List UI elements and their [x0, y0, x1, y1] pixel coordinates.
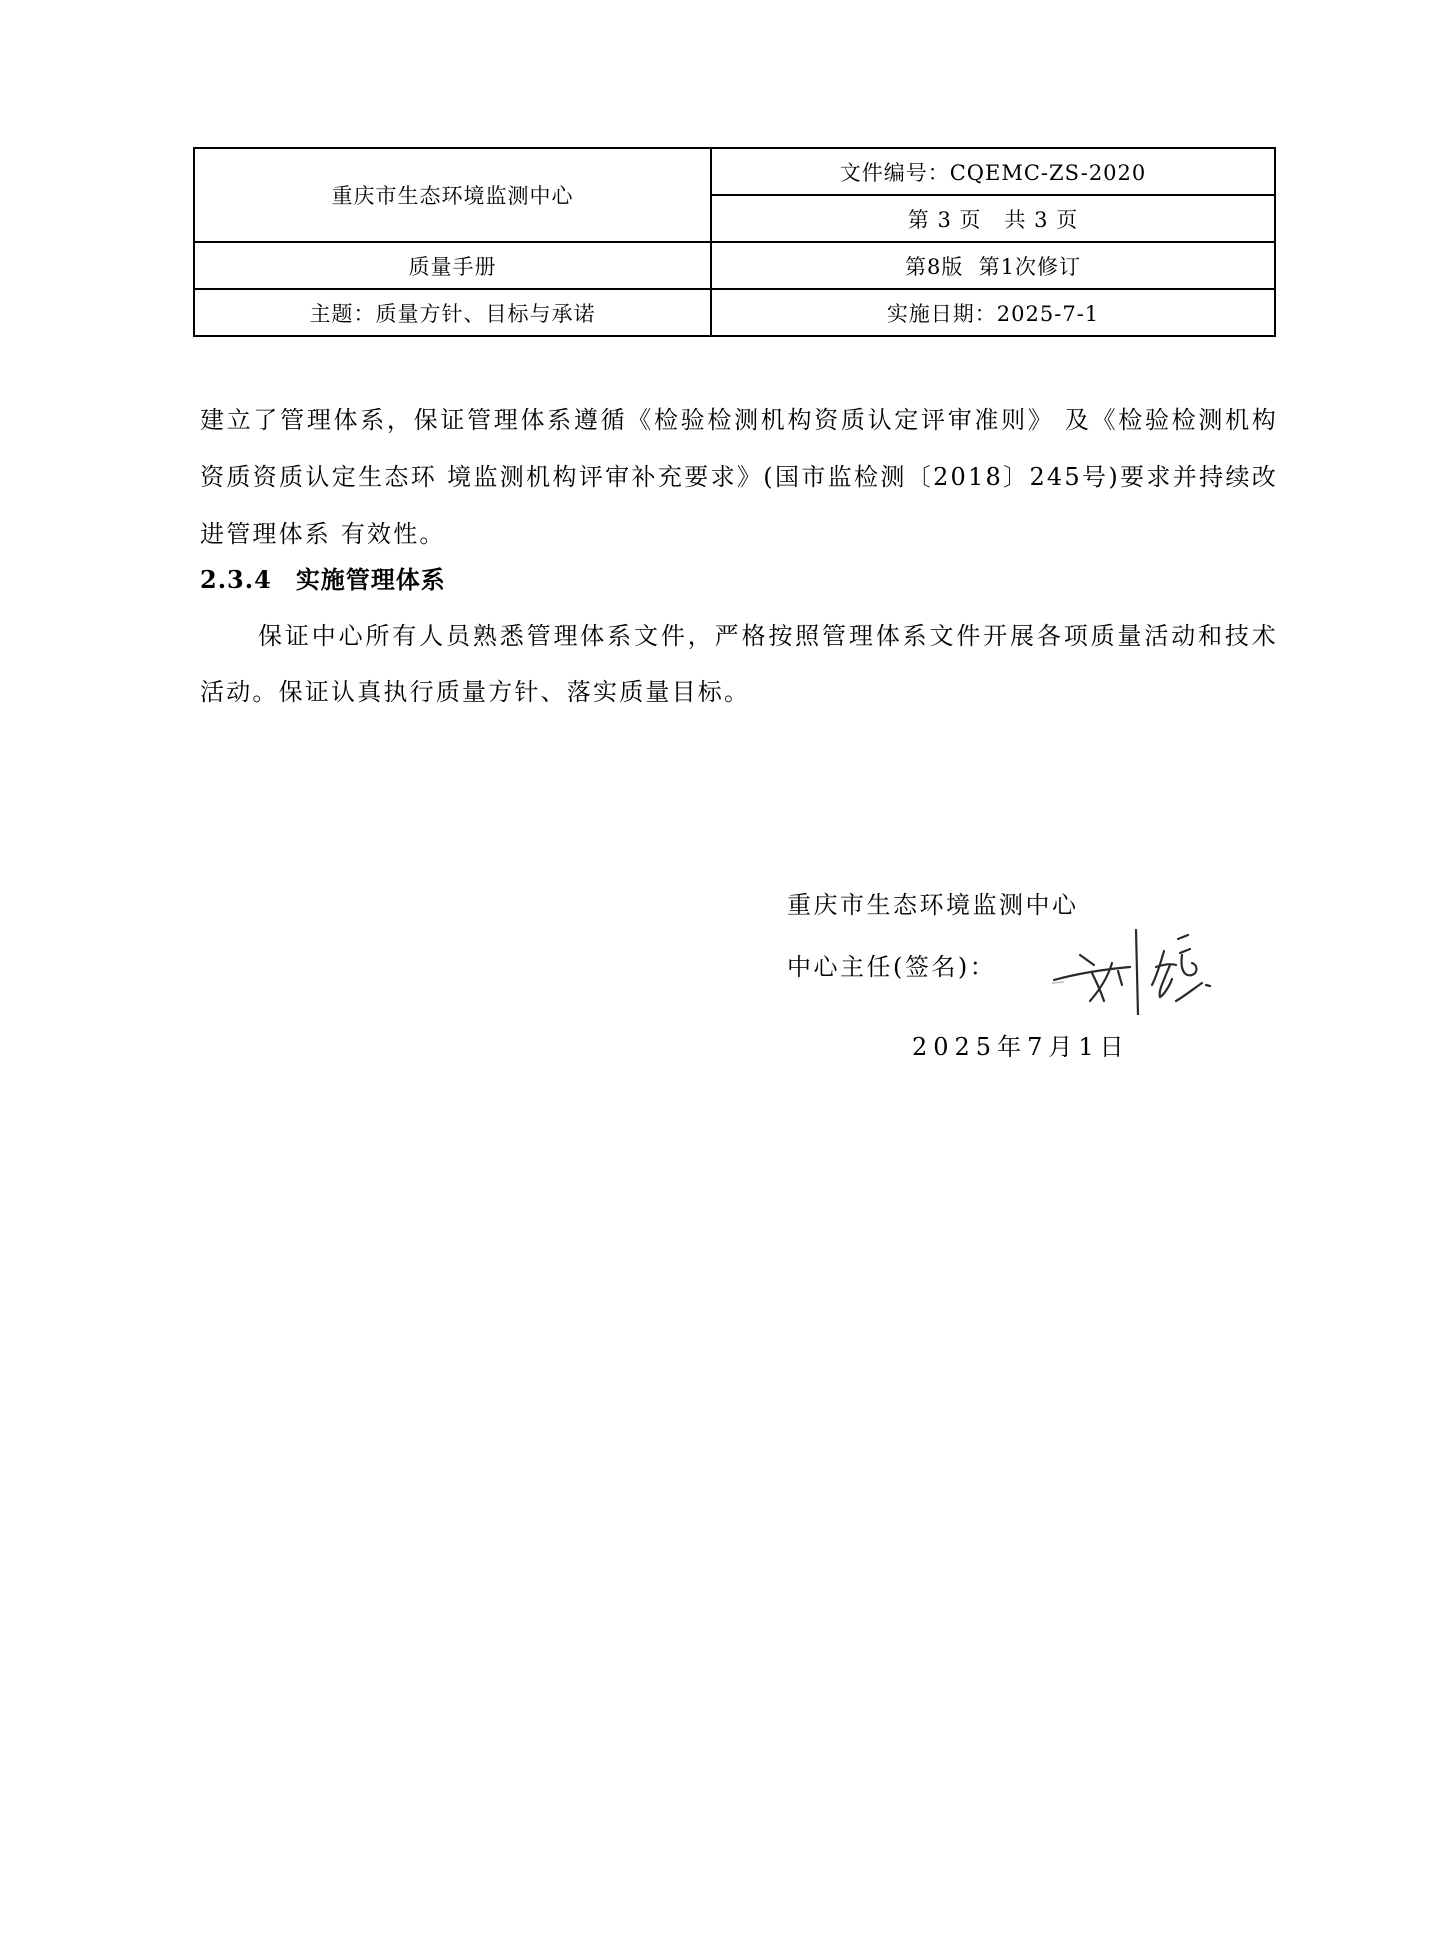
signature-organization: 重庆市生态环境监测中心 — [787, 891, 1079, 919]
header-subject: 主题：质量方针、目标与承诺 — [194, 289, 711, 336]
header-document-number: 文件编号：CQEMC-ZS-2020 — [711, 148, 1275, 195]
paragraph-implementation: 保证中心所有人员熟悉管理体系文件，严格按照管理体系文件开展各项质量活动和技术活动。保证认真执行质量方针、落实质量目标。 — [200, 622, 1278, 706]
paragraph-management-system: 建立了管理体系，保证管理体系遵循《检验检测机构资质认定评审准则》 及《检验检测机构资质资质认定生态环 境监测机构评审补充要求》(国市监检测〔2018〕245号)要求并持续改进管理体系 有效性。 — [200, 406, 1278, 548]
document-header-table — [193, 147, 1276, 337]
section-heading — [200, 560, 446, 595]
header-manual-name: 质量手册 — [194, 242, 711, 289]
header-effective-date: 实施日期：2025-7-1 — [711, 289, 1275, 336]
header-organization: 重庆市生态环境监测中心 — [194, 148, 711, 242]
header-page-info: 第 3 页 共 3 页 — [711, 195, 1275, 242]
header-edition: 第8版 第1次修订 — [711, 242, 1275, 289]
section-number: 2.3.4 — [200, 565, 272, 594]
director-signature-label: 中心主任(签名)： — [787, 953, 997, 981]
handwritten-signature-icon — [1052, 925, 1222, 1015]
section-title: 实施管理体系 — [295, 565, 446, 594]
signature-date: 2025年7月1日 — [912, 1033, 1130, 1061]
